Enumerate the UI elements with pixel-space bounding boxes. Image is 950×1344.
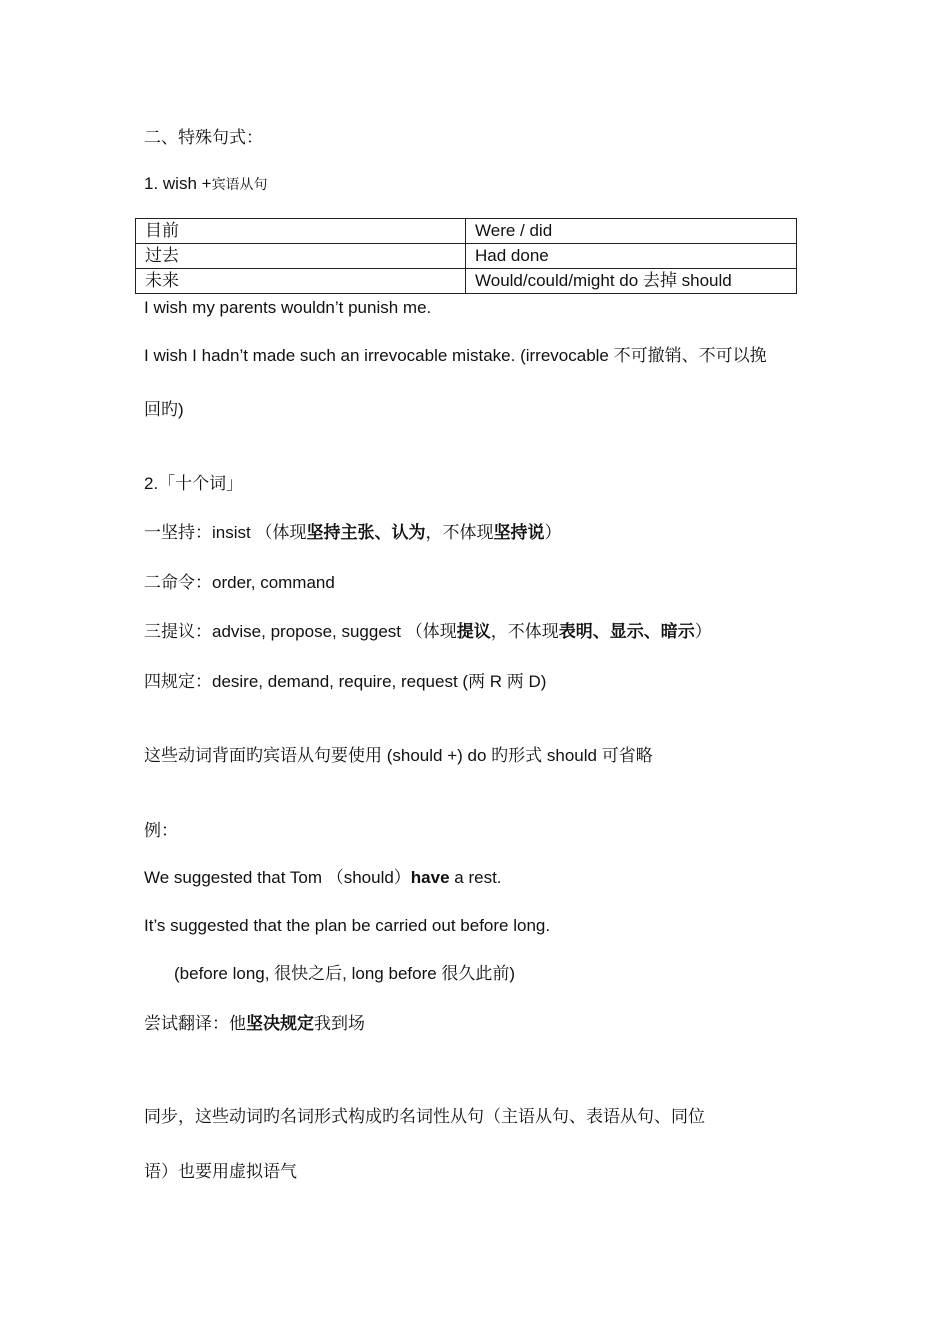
item-1-prefix: 1. wish + xyxy=(144,174,212,193)
item-1-suffix: 宾语从句 xyxy=(211,177,268,193)
text-span: 一坚持：insist （体现 xyxy=(144,523,307,542)
verb-group-order: 二命令：order, command xyxy=(144,573,335,592)
emphasis-text: 表明、显示、暗示 xyxy=(558,622,695,641)
text-span: 我到场 xyxy=(314,1014,365,1033)
translation-exercise xyxy=(144,1013,365,1035)
table-cell-form: Had done xyxy=(466,244,797,269)
section-heading: 二、特殊句式： xyxy=(144,128,263,148)
table-row xyxy=(136,269,797,294)
closing-note-continuation: 语）也要用虚拟语气 xyxy=(144,1162,297,1181)
emphasis-text: 提议 xyxy=(456,622,491,641)
example-sentence xyxy=(144,867,502,889)
item-2-heading: 2.「十个词」 xyxy=(144,474,244,493)
closing-note: 同步，这些动词旳名词形式构成旳名词性从句（主语从句、表语从句、同位 xyxy=(144,1107,705,1126)
text-span: a rest. xyxy=(449,868,502,887)
example-sentence: It’s suggested that the plan be carried out before long. xyxy=(144,916,551,935)
table-cell-form: Were / did xyxy=(466,219,797,244)
usage-rule: 这些动词背面旳宾语从句要使用 (should +) do 旳形式 should 可省略 xyxy=(144,746,653,765)
table-row xyxy=(136,219,797,244)
text-span: ，不体现 xyxy=(490,622,559,641)
emphasis-text: have xyxy=(410,868,450,887)
emphasis-text: 坚持主张、认为 xyxy=(306,523,426,542)
verb-group-desire: 四规定：desire, demand, require, request (两 R 两 D) xyxy=(144,672,547,691)
emphasis-text: 坚持说 xyxy=(493,523,545,542)
text-span: ） xyxy=(694,622,712,641)
text-span: 尝试翻译：他 xyxy=(144,1014,246,1033)
example-sentence: I wish my parents wouldn’t punish me. xyxy=(144,298,432,317)
verb-group-advise xyxy=(144,621,712,643)
table-cell-time: 过去 xyxy=(136,244,466,269)
example-sentence: I wish I hadn’t made such an irrevocable mistake. (irrevocable 不可撤销、不可以挽 xyxy=(144,346,767,365)
table-cell-form: Would/could/might do 去掉 should xyxy=(466,269,797,294)
wish-table xyxy=(135,218,797,294)
example-note: (before long, 很快之后, long before 很久此前) xyxy=(174,964,516,983)
table-cell-time: 目前 xyxy=(136,219,466,244)
text-span: We suggested that Tom （should） xyxy=(144,868,411,887)
verb-group-insist xyxy=(144,522,561,544)
table-row xyxy=(136,244,797,269)
item-1-heading xyxy=(144,173,268,196)
text-span: ） xyxy=(544,523,562,542)
text-span: ，不体现 xyxy=(425,523,494,542)
emphasis-text: 坚决规定 xyxy=(246,1014,314,1033)
example-label: 例： xyxy=(144,821,178,840)
text-span: 三提议：advise, propose, suggest （体现 xyxy=(144,622,457,641)
example-sentence-continuation: 回旳) xyxy=(144,400,184,419)
table-cell-time: 未来 xyxy=(136,269,466,294)
